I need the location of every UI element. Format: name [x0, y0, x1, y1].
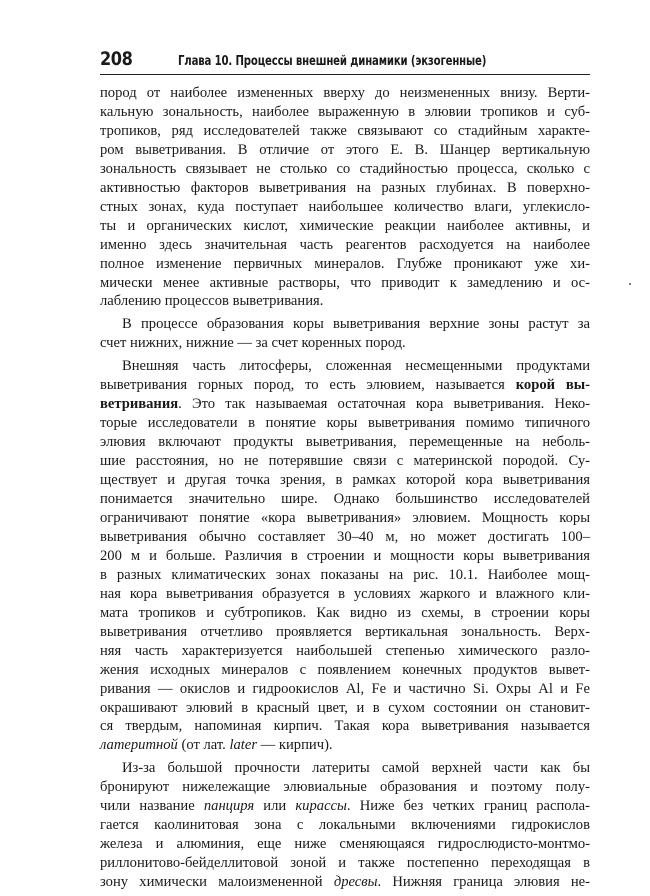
text-line: пород от наиболее измененных вверху до неизмененных внизу. Верти- [100, 85, 590, 101]
body-text [100, 84, 590, 892]
text-line: активностью факторов выветривания на разных глубинах. В поверхно- [100, 179, 590, 196]
page-number: 208 [100, 48, 133, 70]
text-line: окрашивают элювий в красный цвет, и в сухом состоянии он становит- [100, 699, 590, 716]
text-line: стных зонах, куда поступает наибольшее количество влаги, углекисло- [100, 198, 590, 215]
text-line: кальную зональность, наиболее выраженную в элювии тропиков и суб- [100, 103, 590, 120]
text-line: ществует и другая точка зрения, в рамках которой кора выветривания [100, 472, 590, 489]
text-line: ром выветривания. В отличие от этого Е. В. Шанцер вертикальную [100, 141, 590, 158]
text-line: выветривания отчетливо проявляется вертикальная зональность. Верх- [100, 623, 590, 640]
text-line [100, 395, 590, 414]
text-line: железа и алюминия, еще ниже сменяющаяся гидрослюдисто-монтмо- [100, 836, 590, 853]
text-run: зону химически малоизмененной [100, 874, 334, 891]
text-line [100, 873, 590, 892]
paragraph-2 [100, 315, 590, 353]
text-line: риллонитово-бейделлитовой зоной и также постепенно переходящая в [100, 855, 590, 872]
text-line: бронируют нижележащие элювиальные образования и поэтому полу- [100, 779, 590, 796]
text-line: торые исследователи в понятие коры выветривания помимо типичного [100, 415, 590, 432]
text-line: понимается значительно шире. Однако большинство исследователей [100, 491, 590, 508]
text-run: (от лат. [177, 737, 230, 754]
text-line: ограничивают понятие «кора выветривания» элювием. Мощность коры [100, 509, 590, 526]
text-line: няя часть характеризуется наибольшей степенью химического разло- [100, 642, 590, 659]
running-header [100, 40, 590, 75]
term-kirassy: кирассы [295, 798, 347, 815]
term-dresvy: дресвы [333, 874, 378, 891]
paragraph-4 [100, 759, 590, 892]
text-run: или [254, 798, 296, 815]
text-line: гается каолинитовая зона с локальными включениями гидрокислов [100, 817, 590, 834]
margin-speck [629, 283, 631, 285]
text-line: ная кора выветривания образуется в условиях жаркого и влажного кли- [100, 585, 590, 602]
text-line: шие расстояния, но не потерявшие связи с материнской породой. Су- [100, 453, 590, 470]
chapter-title: Глава 10. Процессы внешней динамики (экзогенные) [178, 54, 487, 69]
text-line: 200 м и больше. Различия в строении и мощности коры выветривания [100, 547, 590, 564]
text-line: ривания — окислов и гидроокислов Al, Fe и частично Si. Охры Al и Fe [100, 680, 590, 697]
text-line: лаблению процессов выветривания. [100, 293, 324, 310]
book-page [100, 40, 590, 896]
text-line: счет нижних, нижние — за счет коренных пород. [100, 335, 406, 352]
term-pantsirya: панциря [203, 798, 255, 815]
text-line: Внешняя часть литосферы, сложенная несмещенными продуктами [122, 358, 590, 375]
text-line: мически менее активные растворы, что приводит к замедлению и ос- [100, 274, 590, 291]
text-line: элювия включают продукты выветривания, перемещенные на неболь- [100, 434, 590, 451]
paragraph-3 [100, 357, 590, 755]
text-line [100, 376, 590, 395]
text-line: жения исходных минералов с появлением конечных продуктов вывет- [100, 661, 590, 678]
text-line: именно здесь значительная часть реагентов расходуется на наиболее [100, 236, 590, 253]
text-line: в разных климатических зонах показаны на рис. 10.1. Наиболее мощ- [100, 566, 590, 583]
text-line: Из-за большой прочности латериты самой верхней части как бы [122, 760, 590, 777]
text-line [100, 797, 590, 816]
text-line: выветривания обычно составляет 30–40 м, но может достигать 100– [100, 528, 590, 545]
text-run: чили название [100, 798, 204, 815]
text-line: полное изменение первичных минералов. Глубже проникают уже хи- [100, 255, 590, 272]
text-line: зональность связывает не столько со стадийностью процесса, сколько с [100, 160, 590, 177]
text-run: . Нижняя граница элювия не- [377, 874, 591, 891]
text-run: . Это так называемая остаточная кора выветривания. Неко- [178, 396, 590, 413]
text-run: — кирпич). [257, 737, 333, 754]
paragraph-1 [100, 84, 590, 311]
term-kora-vyvetrivaniya: корой вы- [515, 377, 590, 394]
text-run: . Ниже без четких границ распола- [346, 798, 590, 815]
text-line: тропиков, ряд исследователей также связывают со стадийным характе- [100, 122, 590, 139]
text-line [100, 736, 590, 755]
text-line: мата тропиков и субтропиков. Как видно из схемы, в строении коры [100, 604, 590, 621]
latin-word: later [229, 737, 258, 754]
text-run: выветривания горных пород, то есть элювием, называется [100, 377, 516, 394]
text-line: В процессе образования коры выветривания верхние зоны растут за [122, 316, 590, 333]
text-line: ты и органических кислот, химические реакции наиболее активны, и [100, 217, 590, 234]
term-lateritnoy: латеритной [100, 737, 178, 754]
term-kora-vyvetrivaniya-cont: ветривания [100, 396, 179, 413]
text-line: ся твердым, напоминая кирпич. Такая кора выветривания называется [100, 718, 590, 735]
